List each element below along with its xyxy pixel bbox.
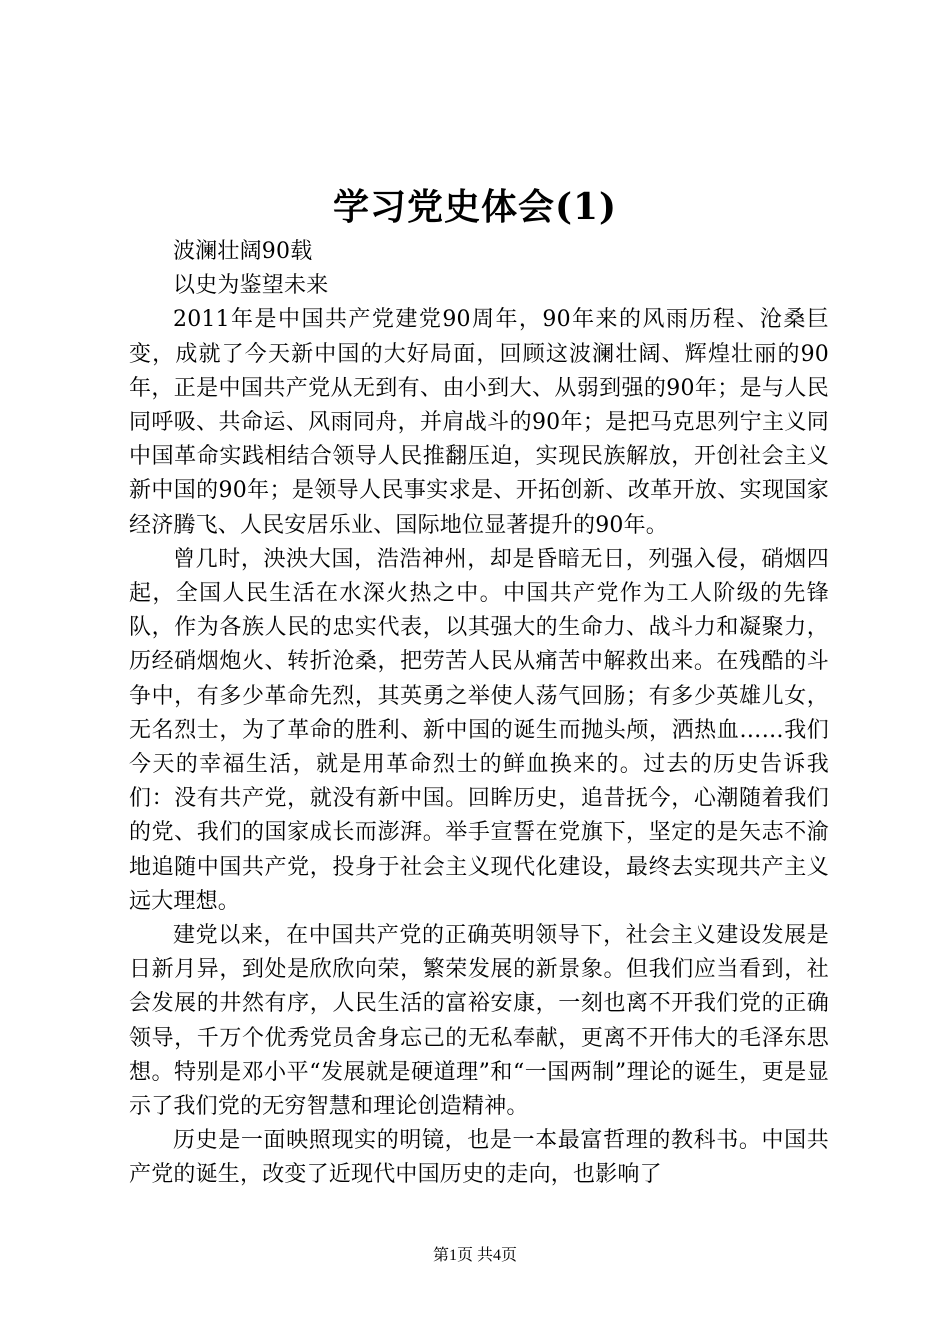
document-body xyxy=(129,235,829,1193)
body-paragraph: 建党以来，在中国共产党的正确英明领导下，社会主义建设发展是日新月异，到处是欣欣向荣，繁荣发展的新景象。但我们应当看到，社会发展的井然有序，人民生活的富裕安康，一刻也离不开我们党的正确领导，千万个优秀党员舍身忘己的无私奉献，更离不开伟大的毛泽东思想。特别是邓小平“发展就是硬道理”和“一国两制”理论的诞生，更是显示了我们党的无穷智慧和理论创造精神。 xyxy=(129,923,829,1120)
body-paragraph: 历史是一面映照现实的明镜，也是一本最富哲理的教科书。中国共产党的诞生，改变了近现代中国历史的走向，也影响了 xyxy=(129,1128,829,1188)
page-number-footer: 第1页 共4页 xyxy=(432,1247,517,1264)
subtitle-line: 以史为鉴望未来 xyxy=(173,273,329,299)
document-title: 学习党史体会(1) xyxy=(332,186,618,228)
subtitle-line: 波澜壮阔90载 xyxy=(173,239,313,264)
body-paragraph: 2011年是中国共产党建党90周年，90年来的风雨历程、沧桑巨变，成就了今天新中国的大好局面，回顾这波澜壮阔、辉煌壮丽的90年，正是中国共产党从无到有、由小到大、从弱到强的90年；是与人民同呼吸、共命运、风雨同舟，并肩战斗的90年；是把马克思列宁主义同中国革命实践相结合领导人民推翻压迫，实现民族解放，开创社会主义新中国的90年；是领导人民事实求是、开拓创新、改革开放、实现国家经济腾飞、人民安居乐业、国际地位显著提升的90年。 xyxy=(129,307,829,538)
body-paragraph: 曾几时，泱泱大国，浩浩神州，却是昏暗无日，列强入侵，硝烟四起，全国人民生活在水深火热之中。中国共产党作为工人阶级的先锋队，作为各族人民的忠实代表，以其强大的生命力、战斗力和凝聚力，历经硝烟炮火、转折沧桑，把劳苦人民从痛苦中解救出来。在残酷的斗争中，有多少革命先烈，其英勇之举使人荡气回肠；有多少英雄儿女，无名烈士，为了革命的胜利、新中国的诞生而抛头颅，洒热血……我们今天的幸福生活，就是用革命烈士的鲜血换来的。过去的历史告诉我们：没有共产党，就没有新中国。回眸历史，追昔抚今，心潮随着我们的党、我们的国家成长而澎湃。举手宣誓在党旗下，坚定的是矢志不渝地追随中国共产党，投身于社会主义现代化建设，最终去实现共产主义远大理想。 xyxy=(129,546,829,914)
